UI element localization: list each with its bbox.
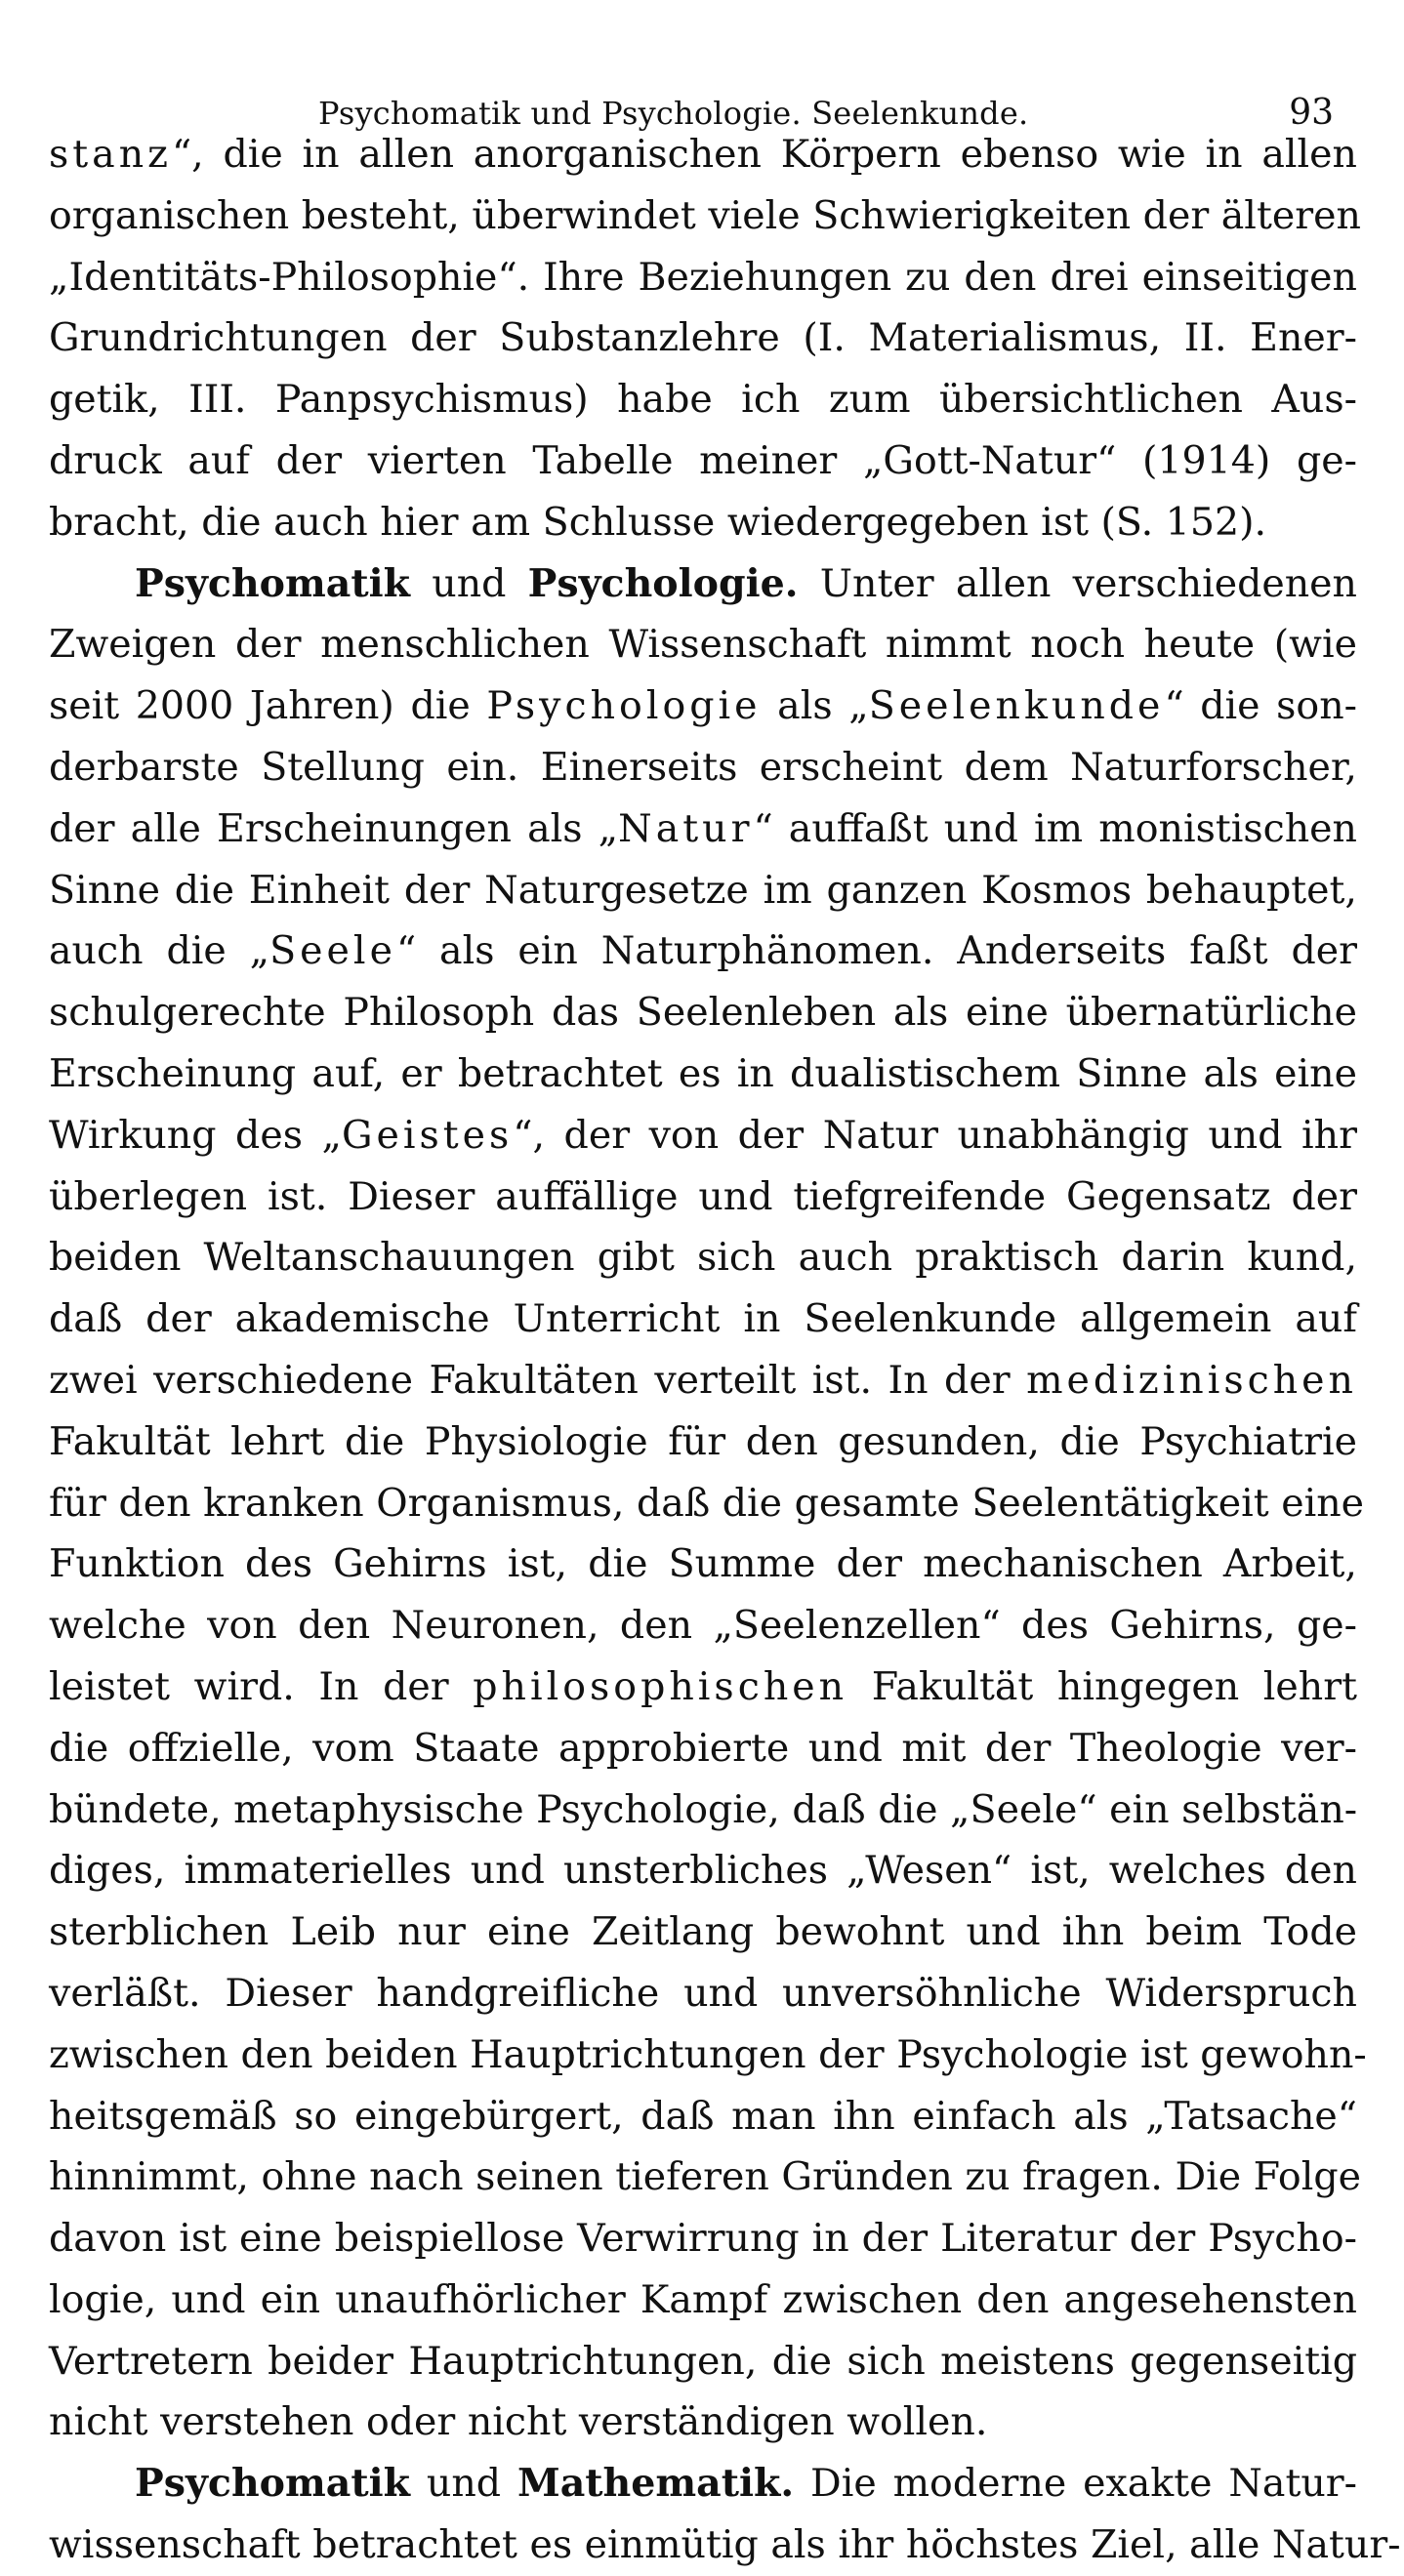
text-run: davon ist eine beispiellose Verwirrung in der Literatur der Psycho- — [49, 2216, 1357, 2262]
text-run: verläßt. Dieser handgreifliche und unversöhnliche Widerspruch — [49, 1970, 1357, 2016]
text-run: derbarste Stellung ein. Einerseits erscheint dem Naturforscher, — [49, 744, 1357, 790]
text-run: “ auffaßt und im monistischen — [753, 805, 1357, 851]
book-page — [49, 54, 1401, 2576]
text-line — [49, 124, 1357, 185]
text-run: welche von den Neuronen, den „Seelenzellen“ des Gehirns, ge- — [49, 1603, 1357, 1649]
text-run: leistet wird. In der — [49, 1663, 474, 1709]
spaced-text: Seelenkunde — [868, 683, 1165, 729]
text-run: die offzielle, vom Staate approbierte und mit der Theologie ver- — [49, 1725, 1357, 1771]
text-line — [49, 920, 1357, 982]
text-line — [49, 2331, 1357, 2392]
text-run: Zweigen der menschlichen Wissenschaft nimmt noch heute (wie — [49, 622, 1357, 668]
text-run: zwischen den beiden Hauptrichtungen der Psychologie ist gewohn- — [49, 2031, 1367, 2077]
text-run: Funktion des Gehirns ist, die Summe der mechanischen Arbeit, — [49, 1541, 1357, 1587]
text-run: für den kranken Organismus, daß die gesamte Seelentätigkeit eine — [49, 1480, 1365, 1526]
text-run: als „ — [761, 683, 869, 729]
text-line — [49, 1718, 1357, 1779]
text-run: überlegen ist. Dieser auffällige und tiefgreifende Gegensatz der — [49, 1173, 1357, 1219]
text-run: “, die in allen anorganischen Körpern ebenso wie in allen — [171, 132, 1357, 177]
text-line — [49, 1166, 1357, 1228]
text-line — [49, 1840, 1357, 1901]
text-line — [49, 2086, 1357, 2147]
spaced-text: Seele — [269, 928, 396, 974]
text-run: nicht verstehen oder nicht verständigen wollen. — [49, 2399, 988, 2445]
text-run: zwei verschiedene Fakultäten verteilt ist. In der — [49, 1357, 1027, 1403]
text-line — [49, 2208, 1357, 2269]
text-line — [49, 2024, 1367, 2086]
text-run: Fakultät lehrt die Physiologie für den gesunden, die Psychiatrie — [49, 1418, 1357, 1464]
spaced-text: stanz — [49, 132, 172, 177]
text-line — [49, 1473, 1365, 1534]
text-run: Sinne die Einheit der Naturgesetze im ganzen Kosmos behauptet, — [49, 867, 1357, 913]
text-run: Wirkung des „ — [49, 1112, 342, 1158]
text-run: Die moderne exakte Natur- — [794, 2461, 1357, 2507]
text-line — [49, 2515, 1401, 2576]
text-line — [49, 1963, 1357, 2024]
text-run: getik, III. Panpsychismus) habe ich zum übersichtlichen Aus- — [49, 377, 1357, 423]
text-run: heitsgemäß so eingebürgert, daß man ihn einfach als „Tatsache“ — [49, 2093, 1357, 2139]
text-run: daß der akademische Unterricht in Seelenkunde allgemein auf — [49, 1296, 1357, 1342]
text-run: Unter allen verschiedenen — [798, 560, 1357, 606]
bold-text: Psychologie. — [527, 560, 799, 606]
text-run: sterblichen Leib nur eine Zeitlang bewohnt und ihn beim Tode — [49, 1909, 1357, 1955]
text-line — [49, 553, 1357, 615]
spaced-text: medizinischen — [1026, 1357, 1357, 1403]
text-line — [49, 2269, 1357, 2331]
text-line — [49, 737, 1357, 798]
text-run: “ als ein Naturphänomen. Anderseits faßt der — [395, 928, 1358, 974]
text-run: “ die son- — [1164, 683, 1357, 729]
text-line — [49, 1043, 1357, 1105]
text-line — [49, 1105, 1357, 1166]
text-line — [49, 307, 1357, 369]
text-line — [49, 1288, 1357, 1350]
text-run: schulgerechte Philosoph das Seelenleben als eine übernatürliche — [49, 990, 1357, 1036]
text-line — [49, 1227, 1357, 1288]
text-run: druck auf der vierten Tabelle meiner „Gott-Natur“ (1914) ge- — [49, 437, 1357, 483]
bold-text: Mathematik. — [516, 2461, 795, 2507]
body-text — [49, 124, 1401, 2576]
text-line — [49, 369, 1357, 430]
text-run: „Identitäts-Philosophie“. Ihre Beziehungen zu den drei einseitigen — [49, 254, 1357, 300]
text-run: Erscheinung auf, er betrachtet es in dualistischem Sinne als eine — [49, 1050, 1357, 1096]
text-line — [49, 1779, 1357, 1841]
text-line — [49, 675, 1357, 737]
text-run: wissenschaft betrachtet es einmütig als ihr höchstes Ziel, alle Natur- — [49, 2522, 1401, 2568]
text-line — [49, 1656, 1357, 1718]
text-line — [49, 982, 1357, 1043]
text-line — [49, 2453, 1357, 2515]
running-head — [49, 54, 1357, 133]
text-line — [49, 1533, 1357, 1595]
text-run: “, der von der Natur unabhängig und ihr — [513, 1112, 1357, 1158]
text-run: und — [410, 2461, 517, 2507]
text-line — [49, 1595, 1357, 1656]
spaced-text: Natur — [618, 805, 754, 851]
text-line — [49, 2392, 1357, 2453]
text-run: auch die „ — [49, 928, 270, 974]
text-line — [49, 492, 1357, 553]
text-run: Grundrichtungen der Substanzlehre (I. Materialismus, II. Ener- — [49, 315, 1357, 361]
spaced-text: philosophischen — [473, 1663, 848, 1709]
text-line — [49, 860, 1357, 921]
text-line — [49, 1350, 1357, 1411]
text-run: Fakultät hingegen lehrt — [847, 1663, 1357, 1709]
text-run: Vertretern beider Hauptrichtungen, die sich meistens gegenseitig — [49, 2338, 1357, 2384]
text-run: bracht, die auch hier am Schlusse wiedergegeben ist (S. 152). — [49, 499, 1267, 545]
text-run: und — [410, 560, 528, 606]
text-line — [49, 430, 1357, 492]
text-run: bündete, metaphysische Psychologie, daß die „Seele“ ein selbstän- — [49, 1786, 1358, 1832]
text-line — [49, 614, 1357, 675]
text-run: diges, immaterielles und unsterbliches „Wesen“ ist, welches den — [49, 1848, 1357, 1894]
spaced-text: Geistes — [341, 1112, 514, 1158]
text-line — [49, 1411, 1357, 1473]
text-run: logie, und ein unaufhörlicher Kampf zwischen den angesehensten — [49, 2276, 1357, 2322]
text-run: organischen besteht, überwindet viele Schwierigkeiten der älteren — [49, 192, 1361, 238]
page-number: 93 — [1289, 93, 1334, 133]
text-line — [49, 798, 1357, 860]
text-run: seit 2000 Jahren) die — [49, 683, 487, 729]
running-title: Psychomatik und Psychologie. Seelenkunde. — [318, 95, 1029, 132]
text-run: der alle Erscheinungen als „ — [49, 805, 619, 851]
text-run: hinnimmt, ohne nach seinen tieferen Gründen zu fragen. Die Folge — [49, 2154, 1362, 2200]
bold-text: Psychomatik — [135, 560, 411, 606]
text-run: beiden Weltanschauungen gibt sich auch praktisch darin kund, — [49, 1235, 1357, 1281]
text-line — [49, 185, 1361, 247]
text-line — [49, 1901, 1357, 1963]
bold-text: Psychomatik — [135, 2461, 411, 2507]
text-line — [49, 2147, 1362, 2208]
spaced-text: Psychologie — [486, 683, 762, 729]
text-line — [49, 247, 1357, 308]
